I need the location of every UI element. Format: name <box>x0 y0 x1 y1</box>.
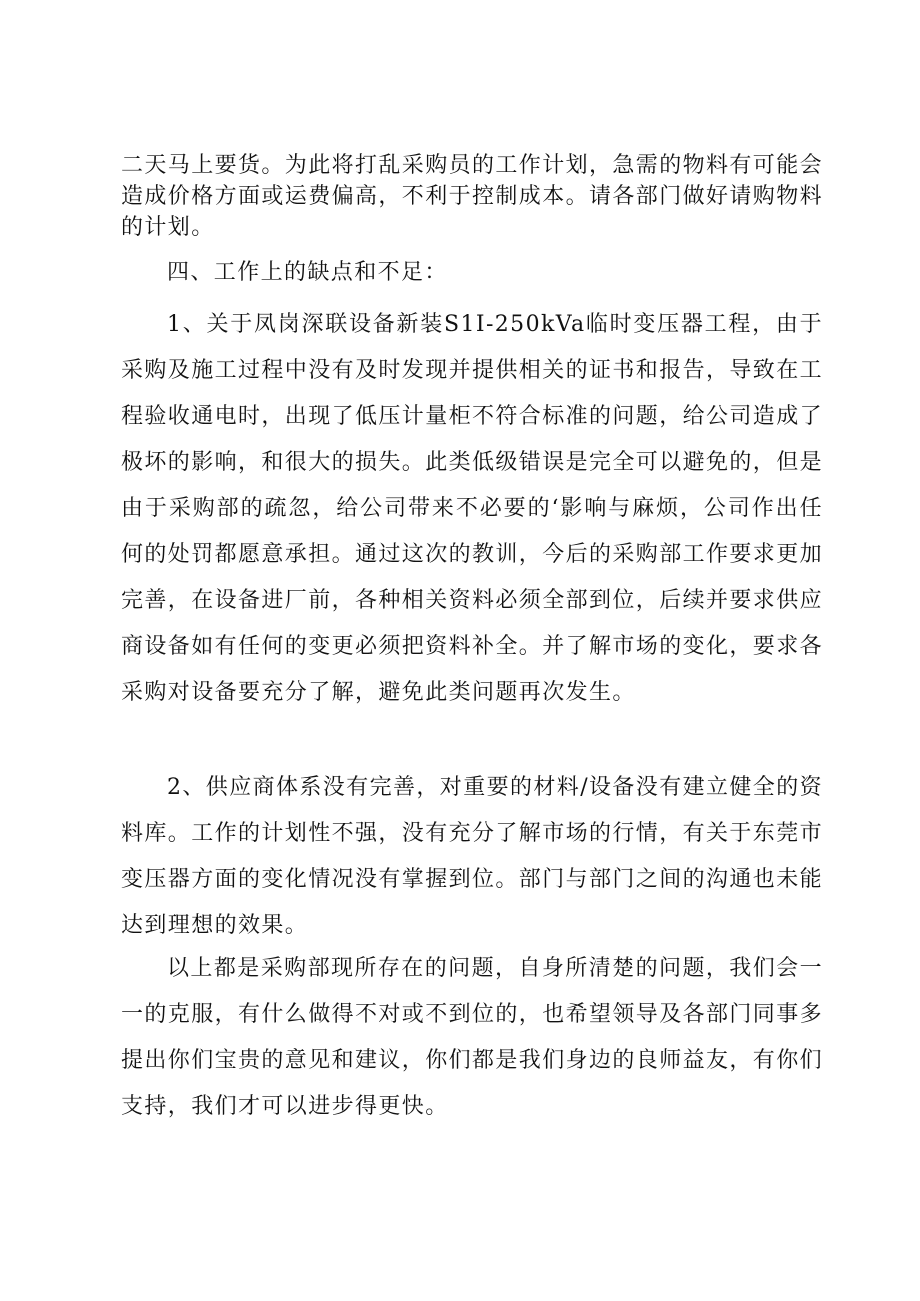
paragraph-conclusion: 以上都是采购部现所存在的问题，自身所清楚的问题，我们会一一的克服，有什么做得不对或不到位的，也希望领导及各部门同事多提出你们宝贵的意见和建议，你们都是我们身边的良师益友，有你们支持，我们才可以进步得更快。 <box>121 956 824 1119</box>
paragraph-supplier-system-issue: 2、供应商体系没有完善，对重要的材料/设备没有建立健全的资料库。工作的计划性不强，没有充分了解市场的行情，有关于东莞市变压器方面的变化情况没有掌握到位。部门与部门之间的沟通也未能达到理想的效果。 <box>121 775 824 938</box>
section-heading-shortcomings: 四、工作上的缺点和不足： <box>167 260 448 285</box>
paragraph-purchase-planning: 二天马上要货。为此将打乱采购员的工作计划，急需的物料有可能会造成价格方面或运费偏高，不利于控制成本。请各部门做好请购物料的计划。 <box>121 153 824 240</box>
paragraph-transformer-project-issue: 1、关于凤岗深联设备新装S1I-250kVa临时变压器工程，由于采购及施工过程中没有及时发现并提供相关的证书和报告，导致在工程验收通电时，出现了低压计量柜不符合标准的问题，给公司造成了极坏的影响，和很大的损失。此类低级错误是完全可以避免的，但是由于采购部的疏忽，给公司带来不必要的‘影响与麻烦，公司作出任何的处罚都愿意承担。通过这次的教训，今后的采购部工作要求更加完善，在设备进厂前，各种相关资料必须全部到位，后续并要求供应商设备如有任何的变更必须把资料补全。并了解市场的变化，要求各采购对设备要充分了解，避免此类问题再次发生。 <box>121 312 824 705</box>
